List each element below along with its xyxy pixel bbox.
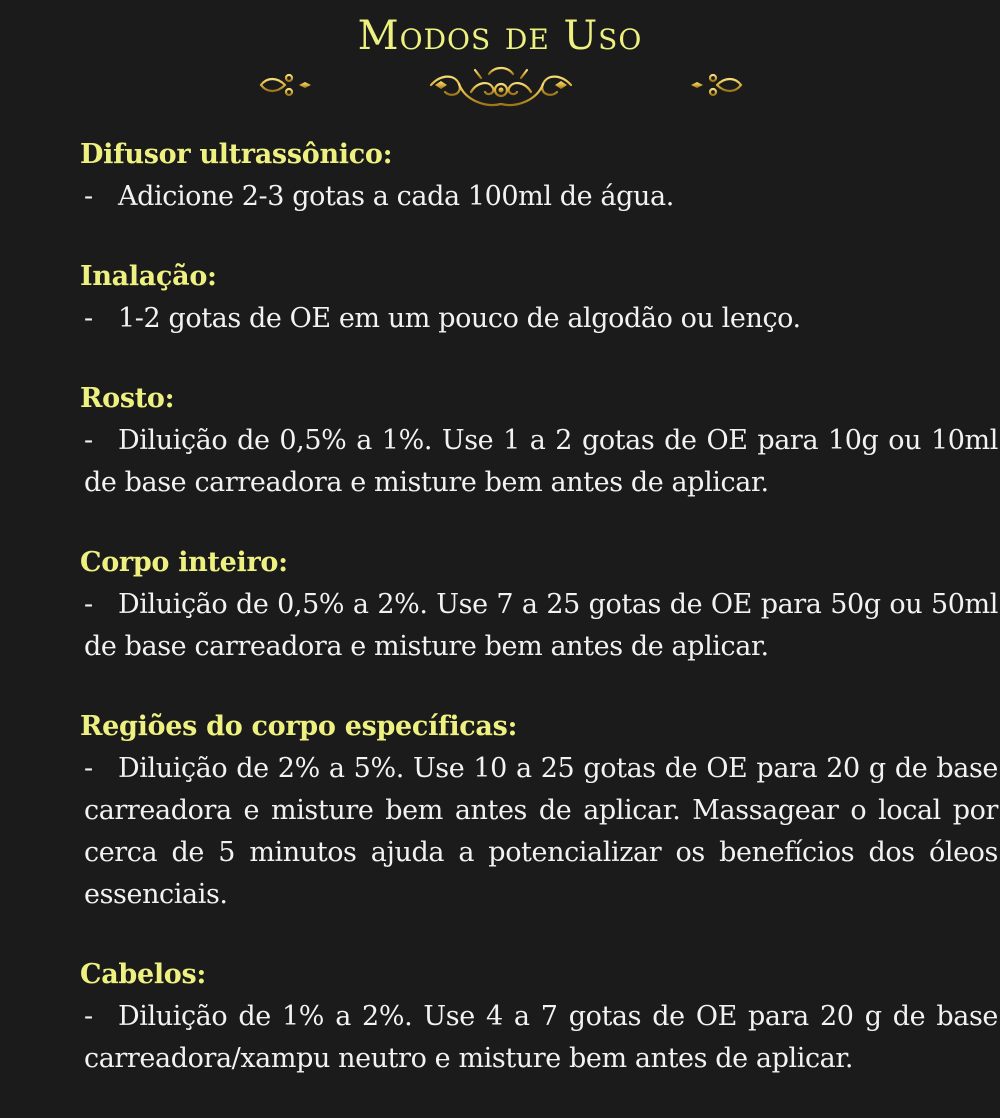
- item-text: Diluição de 2% a 5%. Use 10 a 25 gotas de OE para 20 g de base carreadora e misture bem antes de aplicar. Massagear o local por cerca de 5 minutos ajuda a potencializar os benefícios dos óleos essenciais.: [84, 753, 998, 910]
- gold-flourish-divider-icon: [245, 64, 757, 116]
- list-item: [80, 748, 998, 916]
- section-inalacao: [80, 256, 998, 340]
- section-difusor: [80, 134, 998, 218]
- section-heading: Rosto:: [80, 383, 175, 414]
- section-heading: Regiões do corpo específicas:: [80, 711, 518, 742]
- section-heading: Corpo inteiro:: [80, 547, 288, 578]
- list-item: [80, 298, 998, 340]
- item-text: Diluição de 0,5% a 2%. Use 7 a 25 gotas de OE para 50g ou 50ml de base carreadora e misture bem antes de aplicar.: [84, 589, 998, 662]
- bullet-dash: -: [84, 1001, 93, 1032]
- item-text: 1-2 gotas de OE em um pouco de algodão ou lenço.: [118, 303, 801, 334]
- section-heading: Difusor ultrassônico:: [80, 139, 393, 170]
- bullet-dash: -: [84, 589, 93, 620]
- section-rosto: [80, 378, 998, 504]
- usage-instructions: [80, 134, 998, 1118]
- list-item: [80, 420, 998, 504]
- bullet-dash: -: [84, 753, 93, 784]
- page-title: Modos de Uso: [357, 13, 643, 59]
- section-heading: Inalação:: [80, 261, 217, 292]
- list-item: [80, 176, 998, 218]
- section-heading: Cabelos:: [80, 959, 207, 990]
- list-item: [80, 996, 998, 1080]
- list-item: [80, 584, 998, 668]
- item-text: Diluição de 1% a 2%. Use 4 a 7 gotas de OE para 20 g de base carreadora/xampu neutro e misture bem antes de aplicar.: [84, 1001, 998, 1074]
- bullet-dash: -: [84, 303, 93, 334]
- section-regioes-especificas: [80, 706, 998, 916]
- bullet-dash: -: [84, 425, 93, 456]
- item-text: Adicione 2-3 gotas a cada 100ml de água.: [118, 181, 674, 212]
- bullet-dash: -: [84, 181, 93, 212]
- section-cabelos: [80, 954, 998, 1080]
- section-corpo-inteiro: [80, 542, 998, 668]
- item-text: Diluição de 0,5% a 1%. Use 1 a 2 gotas de OE para 10g ou 10ml de base carreadora e misture bem antes de aplicar.: [84, 425, 998, 498]
